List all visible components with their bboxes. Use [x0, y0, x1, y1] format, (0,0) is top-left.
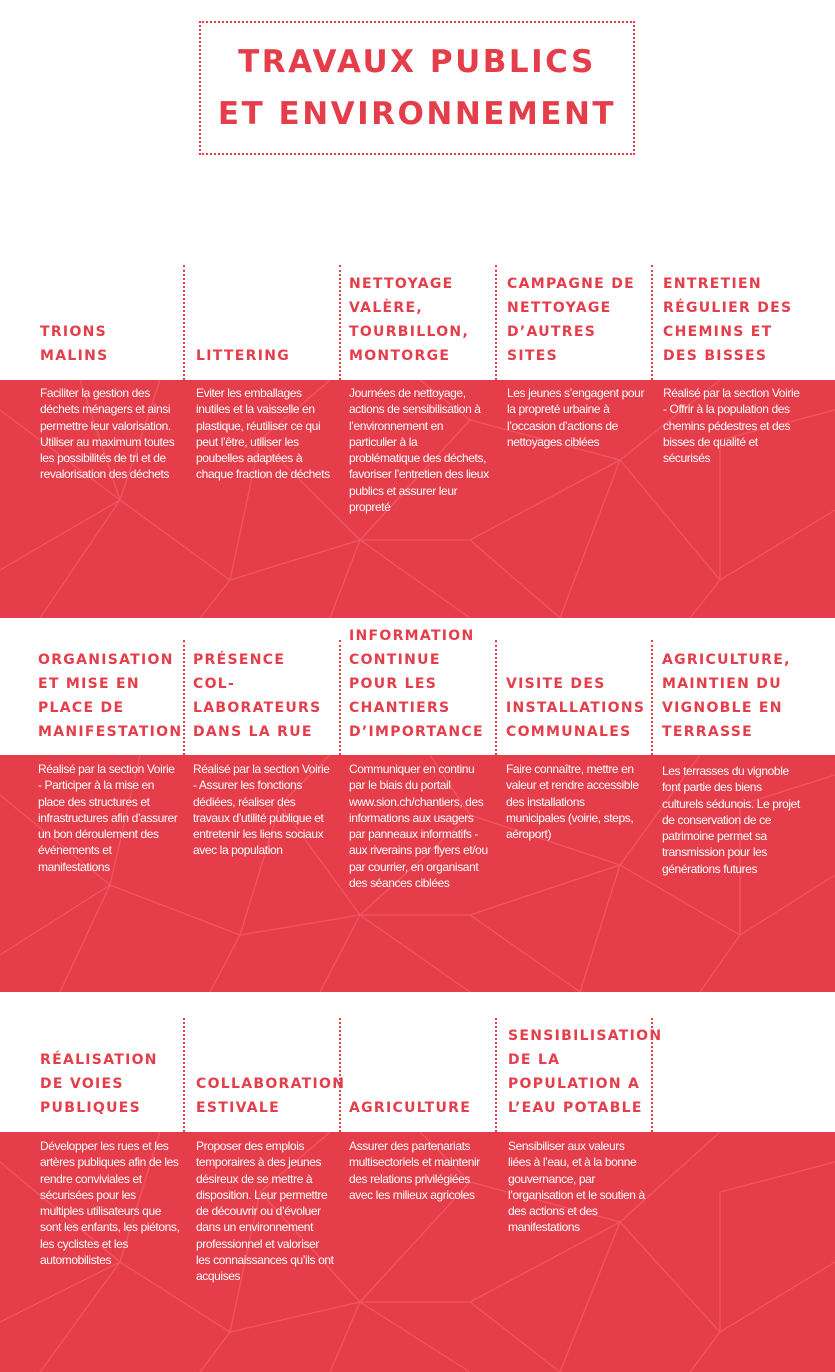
- item-title: AGRICULTURE: [349, 1100, 472, 1116]
- item-description: Faire connaître, mettre en valeur et rendre accessible des installations municipales (voirie, steps, aéroport): [506, 762, 639, 842]
- item-description: Faciliter la gestion des déchets ménagers et ainsi permettre leur valorisation. Utiliser au maximum toutes les possibilités de tri et de revalorisation des déchets: [40, 386, 175, 482]
- column-divider: [495, 640, 497, 755]
- item-title: COLLABORATION ESTIVALE: [196, 1076, 346, 1116]
- item-description: Les jeunes s’engagent pour la propreté urbaine à l’occasion d’actions de nettoyages ciblées: [507, 386, 645, 449]
- column-divider: [495, 1018, 497, 1132]
- item-title: RÉALISATION DE VOIES PUBLIQUES: [40, 1052, 158, 1116]
- item-description: Les terrasses du vignoble font partie des biens culturels sédunois. Le projet de conservation de ce patrimoine permet sa transmission pour les générations futures: [662, 764, 800, 876]
- column-divider: [339, 265, 341, 380]
- item-description: Réalisé par la section Voirie - Participer à la mise en place des structures et infrastructures afin d’assurer un bon déroulement des événements et manifestations: [38, 762, 178, 874]
- column-divider: [651, 640, 653, 755]
- column-divider: [651, 265, 653, 380]
- item-description: Communiquer en continu par le biais du portail www.sion.ch/chantiers, des informations aux usagers par panneaux informatifs - aux riverains par flyers et/ou par courrier, en organisant des séances ciblées: [349, 762, 488, 891]
- item-title: ENTRETIEN RÉGULIER DES CHEMINS ET DES BISSES: [663, 276, 793, 364]
- item-description: Journées de nettoyage, actions de sensibilisation à l’environnement en particulier à la problématique des déchets, favoriser l’entretien des lieux publics et assurer leur propreté: [349, 386, 489, 515]
- item-title: TRIONS MALINS: [40, 324, 109, 364]
- column-divider: [183, 265, 185, 380]
- page-title-line-2: ET ENVIRONNEMENT: [217, 96, 617, 132]
- item-title: LITTERING: [196, 348, 291, 364]
- page-title-line-1: TRAVAUX PUBLICS: [238, 44, 596, 80]
- item-title: CAMPAGNE DE NETTOYAGE D’AUTRES SITES: [507, 276, 635, 364]
- item-description: Assurer des partenariats multisectoriels et maintenir des relations privilégiées avec les milieux agricoles: [349, 1139, 480, 1202]
- item-title: ORGANISATION ET MISE EN PLACE DE MANIFESTATION: [38, 652, 183, 740]
- item-description: Sensibiliser aux valeurs liées à l’eau, et à la bonne gouvernance, par l’organisation et le soutien à des actions et des manifestations: [508, 1139, 645, 1235]
- item-title: PRÉSENCE COL- LABORATEURS DANS LA RUE: [193, 652, 322, 740]
- item-title: INFORMATION CONTINUE POUR LES CHANTIERS D’IMPORTANCE: [349, 628, 484, 740]
- item-description: Développer les rues et les artères publiques afin de les rendre conviviales et sécurisées pour les multiples utilisateurs que sont les enfants, les piétons, les cyclistes et les automobilistes: [40, 1139, 180, 1268]
- item-description: Eviter les emballages inutiles et la vaisselle en plastique, réutiliser ce qui peut l’être, utiliser les poubelles adaptées à chaque fraction de déchets: [196, 386, 330, 482]
- column-divider: [183, 1018, 185, 1132]
- item-description: Proposer des emplois temporaires à des jeunes désireux de se mettre à disposition. Leur permettre de découvrir ou d’évoluer dans un environnement professionnel et valoriser les connaissances qu’ils ont acquises: [196, 1139, 334, 1284]
- item-title: VISITE DES INSTALLATIONS COMMUNALES: [506, 676, 646, 740]
- column-divider: [183, 640, 185, 755]
- item-title: NETTOYAGE VALÈRE, TOURBILLON, MONTORGE: [349, 276, 470, 364]
- page-title-box: [199, 21, 635, 155]
- column-divider: [495, 265, 497, 380]
- item-title: SENSIBILISATION DE LA POPULATION A L’EAU POTABLE: [508, 1028, 663, 1116]
- column-divider: [339, 640, 341, 755]
- item-description: Réalisé par la section Voirie - Assurer les fonctions dédiées, réaliser des travaux d’utilité publique et entretenir les liens sociaux avec la population: [193, 762, 330, 858]
- item-description: Réalisé par la section Voirie - Offrir à la population des chemins pédestres et des bisses de qualité et sécurisés: [663, 386, 800, 466]
- column-divider: [339, 1018, 341, 1132]
- item-title: AGRICULTURE, MAINTIEN DU VIGNOBLE EN TERRASSE: [662, 652, 791, 740]
